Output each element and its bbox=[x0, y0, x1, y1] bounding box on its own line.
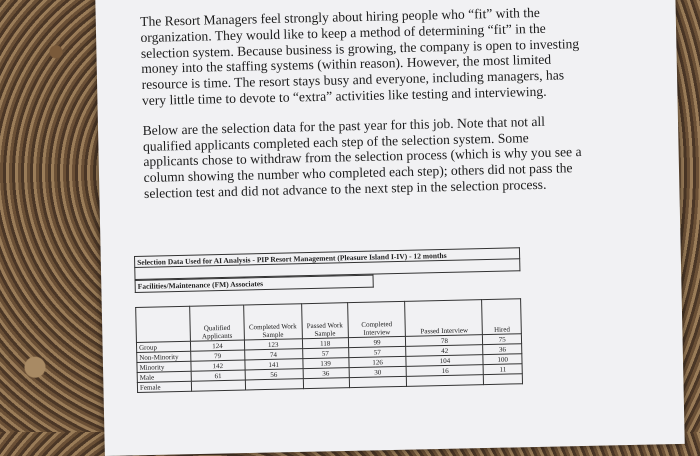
table-cell: 126 bbox=[349, 356, 407, 367]
table-cell: 57 bbox=[348, 346, 406, 357]
table-cell: 142 bbox=[191, 360, 245, 371]
table-cell: 42 bbox=[406, 345, 483, 357]
table-cell bbox=[245, 379, 303, 390]
table-cell: 36 bbox=[483, 344, 522, 355]
col-header-passed-interview: Passed Interview bbox=[405, 300, 483, 337]
table-cell bbox=[407, 375, 484, 387]
table-cell bbox=[191, 380, 245, 391]
table-cell: 75 bbox=[483, 334, 522, 345]
selection-data-table bbox=[134, 247, 523, 393]
table-cell: 74 bbox=[244, 349, 302, 360]
table-cell: 141 bbox=[245, 359, 303, 370]
col-header-passed-work-sample: Passed Work Sample bbox=[301, 303, 348, 339]
table-cell: 16 bbox=[407, 365, 484, 377]
table-cell bbox=[484, 374, 523, 385]
table-cell: 100 bbox=[483, 354, 522, 365]
table-cell: 139 bbox=[302, 358, 348, 369]
document-text bbox=[140, 4, 584, 216]
col-header-completed-work-sample: Completed Work Sample bbox=[243, 304, 302, 340]
row-label: Minority bbox=[137, 361, 191, 372]
table-cell: 99 bbox=[348, 336, 406, 347]
table-title: Selection Data Used for AI Analysis - PIP Resort Management (Pleasure Island I-IV) - 12 months bbox=[135, 248, 520, 268]
table-cell: 30 bbox=[349, 366, 407, 377]
table-cell: 78 bbox=[406, 335, 483, 347]
table-cell: 79 bbox=[191, 350, 245, 361]
row-label: Female bbox=[137, 381, 191, 392]
table-cell: 124 bbox=[190, 340, 244, 351]
row-label: Male bbox=[137, 371, 191, 382]
table-cell: 123 bbox=[244, 339, 302, 350]
data-table bbox=[135, 298, 523, 393]
table-cell: 118 bbox=[302, 338, 348, 349]
col-header-group bbox=[136, 306, 191, 342]
col-header-hired: Hired bbox=[482, 299, 521, 335]
paragraph-selection-data: Below are the selection data for the past year for this job. Note that not all qualified applicants completed each step of the selection system. Some applicants chose to withdraw from the selection process (which is why you see a column showing the number who completed each step); others did not pass the selection test and did not advance to the next step in the selection process. bbox=[142, 113, 582, 201]
table-category: Facilities/Maintenance (FM) Associates bbox=[135, 275, 374, 292]
table-cell: 57 bbox=[302, 348, 348, 359]
col-header-qualified: Qualified Applicants bbox=[190, 305, 245, 341]
table-cell bbox=[303, 378, 349, 389]
row-label: Non-Minority bbox=[137, 351, 191, 362]
table-cell: 104 bbox=[406, 355, 483, 367]
table-cell bbox=[349, 376, 407, 387]
row-label: Group bbox=[136, 341, 190, 352]
table-cell: 61 bbox=[191, 370, 245, 381]
table-cell: 56 bbox=[245, 369, 303, 380]
table-cell: 11 bbox=[484, 364, 523, 375]
table-cell: 36 bbox=[303, 368, 349, 379]
paragraph-intro: The Resort Managers feel strongly about hiring people who “fit” with the organization. They would like to keep a method of determining “fit” in the selection system. Because business is growing, the company is open to investing money into the staffing systems (within reason). However, the most limited resource is time. The resort stays busy and everyone, including managers, has very little time to devote to “extra” activities like testing and interviewing. bbox=[140, 4, 580, 108]
col-header-completed-interview: Completed Interview bbox=[347, 301, 406, 337]
